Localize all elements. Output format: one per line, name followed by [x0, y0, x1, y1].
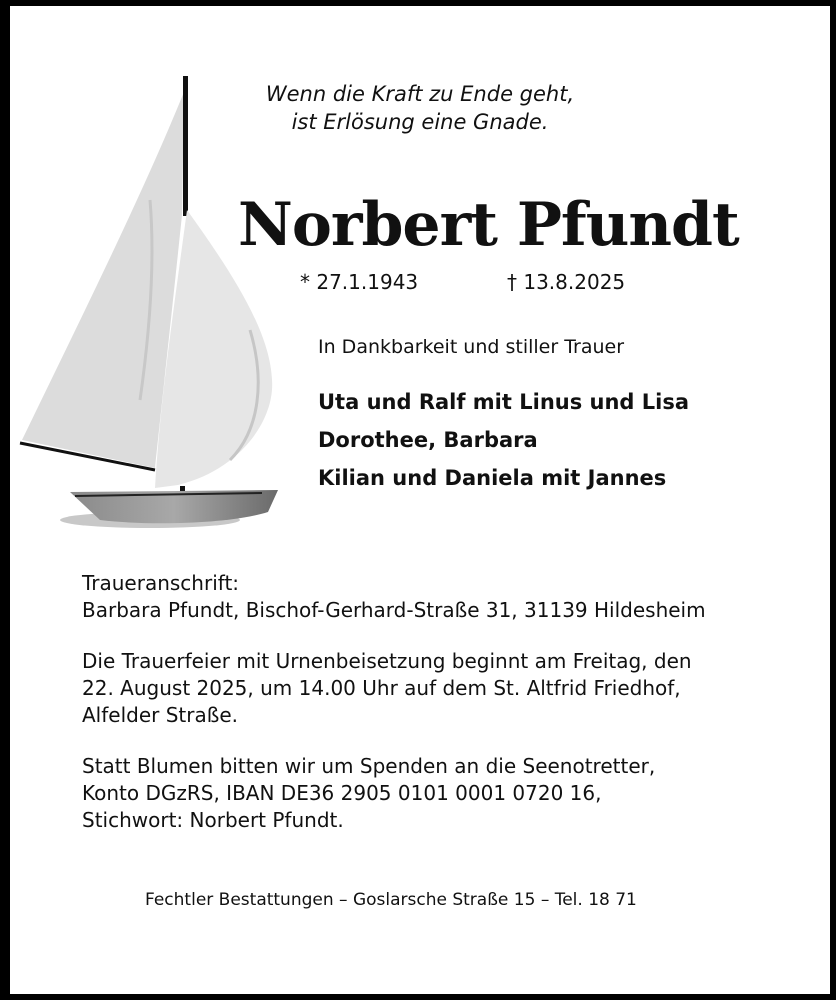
motto-line: Wenn die Kraft zu Ende geht,: [265, 82, 575, 106]
family-line: Uta und Ralf mit Linus und Lisa: [318, 390, 690, 414]
address-label: Traueranschrift:: [82, 571, 240, 595]
family-line: Dorothee, Barbara: [318, 428, 538, 452]
death-date: † 13.8.2025: [507, 270, 626, 294]
ceremony-line: Alfelder Straße.: [82, 703, 238, 727]
ceremony-block: [82, 648, 692, 729]
ceremony-line: 22. August 2025, um 14.00 Uhr auf dem St. Altfrid Friedhof,: [82, 676, 681, 700]
birth-date: * 27.1.1943: [300, 270, 419, 294]
motto-line: ist Erlösung eine Gnade.: [291, 110, 549, 134]
address-block: [82, 570, 706, 624]
donation-line: Statt Blumen bitten wir um Spenden an die Seenotretter,: [82, 754, 656, 778]
address: Barbara Pfundt, Bischof-Gerhard-Straße 31, 31139 Hildesheim: [82, 598, 706, 622]
motto: [250, 80, 590, 136]
donation-block: [82, 753, 655, 834]
funeral-home-footer: Fechtler Bestattungen – Goslarsche Straße 15 – Tel. 18 71: [145, 890, 637, 910]
family-line: Kilian und Daniela mit Jannes: [318, 466, 667, 490]
mourning-lead: In Dankbarkeit und stiller Trauer: [318, 336, 625, 358]
deceased-name: Norbert Pfundt: [238, 190, 739, 260]
ceremony-line: Die Trauerfeier mit Urnenbeisetzung beginnt am Freitag, den: [82, 649, 692, 673]
donation-line: Konto DGzRS, IBAN DE36 2905 0101 0001 0720 16,: [82, 781, 602, 805]
donation-line: Stichwort: Norbert Pfundt.: [82, 808, 344, 832]
